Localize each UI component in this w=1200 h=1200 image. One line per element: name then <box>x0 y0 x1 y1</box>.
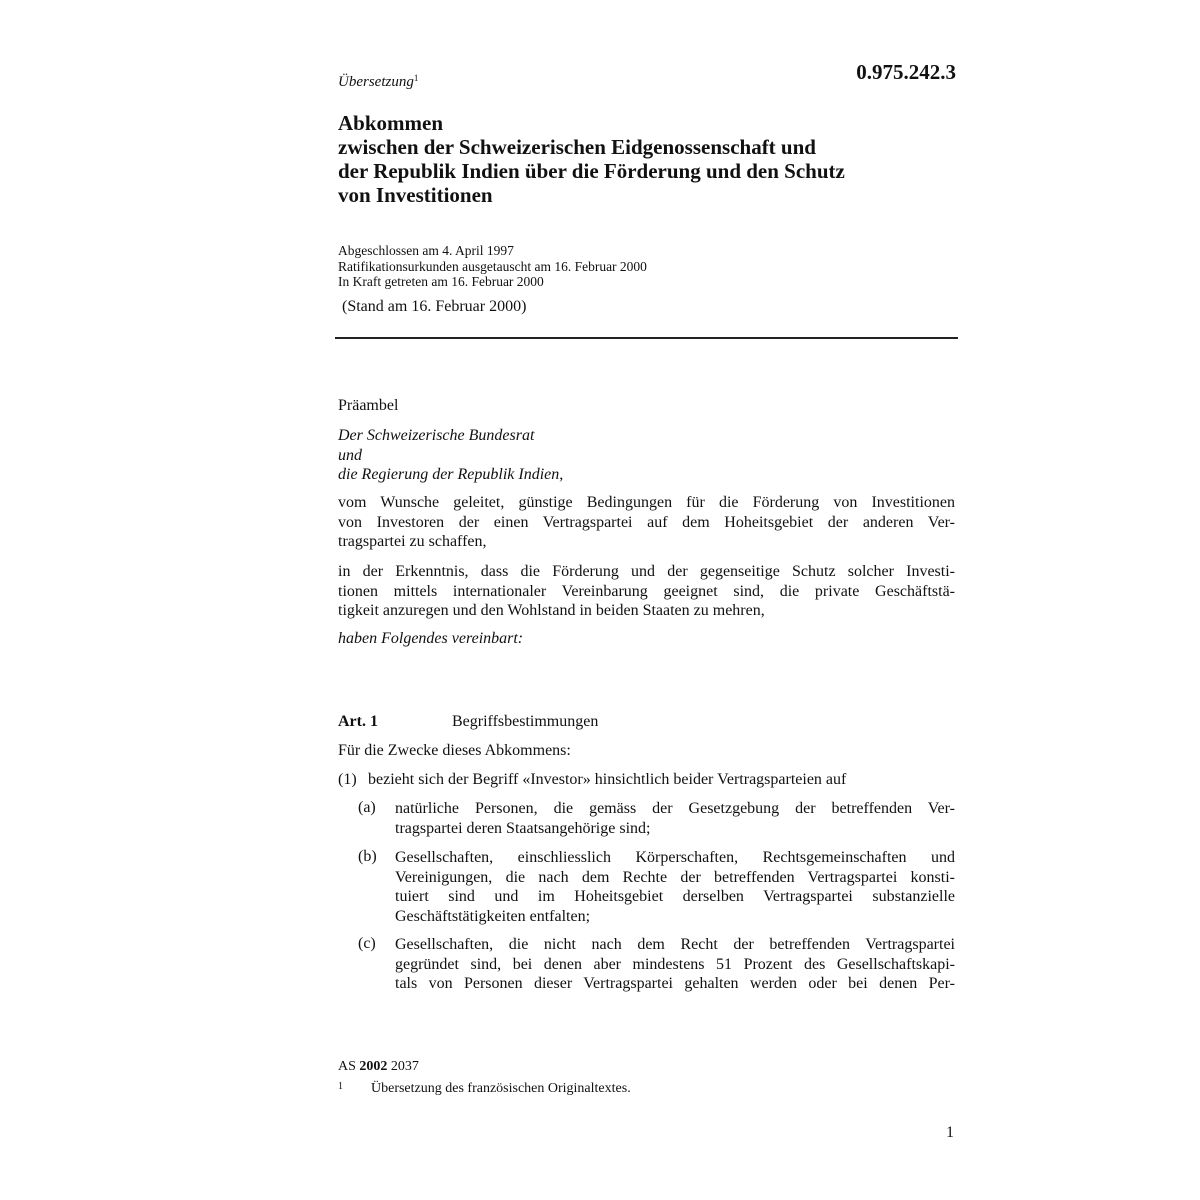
article-number: Art. 1 <box>338 713 378 730</box>
in-force-date: In Kraft getreten am 16. Februar 2000 <box>338 274 544 289</box>
text-line: Gesellschaften, einschliesslich Körperschaften, Rechtsgemeinschaften und <box>395 849 955 866</box>
party-line: die Regierung der Republik Indien, <box>338 466 564 483</box>
text-line: Geschäftstätigkeiten entfalten; <box>395 907 591 925</box>
footnote-reference[interactable]: 1 <box>413 73 419 83</box>
preamble-parties <box>338 426 563 485</box>
title-line: von Investitionen <box>338 183 493 207</box>
definition-text: bezieht sich der Begriff «Investor» hinsichtlich beider Vertragsparteien auf <box>368 771 847 788</box>
item-text <box>395 799 955 838</box>
footnote-text: Übersetzung des französischen Originaltextes. <box>371 1081 631 1096</box>
concluded-date: Abgeschlossen am 4. April 1997 <box>338 243 514 258</box>
item-label: (b) <box>358 848 377 865</box>
text-line: tigkeit anzuregen und den Wohlstand in beiden Staaten zu mehren, <box>338 602 765 619</box>
text-line: natürliche Personen, die gemäss der Gesetzgebung der betreffenden Ver- <box>395 800 955 817</box>
definition-label: (1) <box>338 771 357 788</box>
text-line: tals von Personen dieser Vertragspartei gehalten werden oder bei denen Per- <box>395 975 955 992</box>
text-line: gegründet sind, bei denen aber mindestens 51 Prozent des Gesellschaftskapi- <box>395 955 955 973</box>
text-line: tragspartei deren Staatsangehörige sind; <box>395 819 651 837</box>
article-heading: Begriffsbestimmungen <box>452 713 599 730</box>
official-collection-reference: AS 2002 2037 <box>338 1059 419 1074</box>
text-line: tragspartei zu schaffen, <box>338 533 487 550</box>
item-label: (a) <box>358 799 376 816</box>
text-line: vom Wunsche geleitet, günstige Bedingungen für die Förderung von Investitionen <box>338 494 955 511</box>
preamble-closing: haben Folgendes vereinbart: <box>338 630 524 647</box>
status-date: (Stand am 16. Februar 2000) <box>342 298 527 315</box>
party-line: und <box>338 446 362 464</box>
title-line: der Republik Indien über die Förderung und den Schutz <box>338 159 845 183</box>
text-line: tionen mittels internationaler Vereinbarung geeignet sind, die private Geschäftstä- <box>338 582 955 600</box>
preamble-heading: Präambel <box>338 397 399 414</box>
ratification-date: Ratifikationsurkunden ausgetauscht am 16. Februar 2000 <box>338 258 647 274</box>
party-line: Der Schweizerische Bundesrat <box>338 427 535 444</box>
dates-block <box>338 243 647 290</box>
item-text <box>395 935 955 994</box>
article-intro: Für die Zwecke dieses Abkommens: <box>338 742 571 759</box>
text-line: tuiert sind und im Hoheitsgebiet derselben Vertragspartei substanzielle <box>395 888 955 905</box>
preamble-paragraph <box>338 562 955 621</box>
document-number: 0.975.242.3 <box>856 60 956 84</box>
document-title <box>338 111 958 207</box>
text-line: von Investoren der einen Vertragspartei auf dem Hoheitsgebiet der anderen Ver- <box>338 513 955 531</box>
title-line: zwischen der Schweizerischen Eidgenossenschaft und <box>338 135 816 159</box>
header-divider <box>335 337 958 339</box>
text-line: in der Erkenntnis, dass die Förderung und der gegenseitige Schutz solcher Investi- <box>338 563 955 580</box>
footnote-number: 1 <box>338 1081 343 1092</box>
title-line: Abkommen <box>338 111 444 135</box>
item-text <box>395 848 955 926</box>
preamble-paragraph <box>338 493 955 552</box>
text-line: Vereinigungen, die nach dem Rechte der betreffenden Vertragspartei konsti- <box>395 868 955 886</box>
translation-label: Übersetzung$^1$ <box>338 73 419 90</box>
text-line: Gesellschaften, die nicht nach dem Recht der betreffenden Vertragspartei <box>395 936 955 953</box>
page-number: 1 <box>946 1124 954 1141</box>
item-label: (c) <box>358 935 376 952</box>
